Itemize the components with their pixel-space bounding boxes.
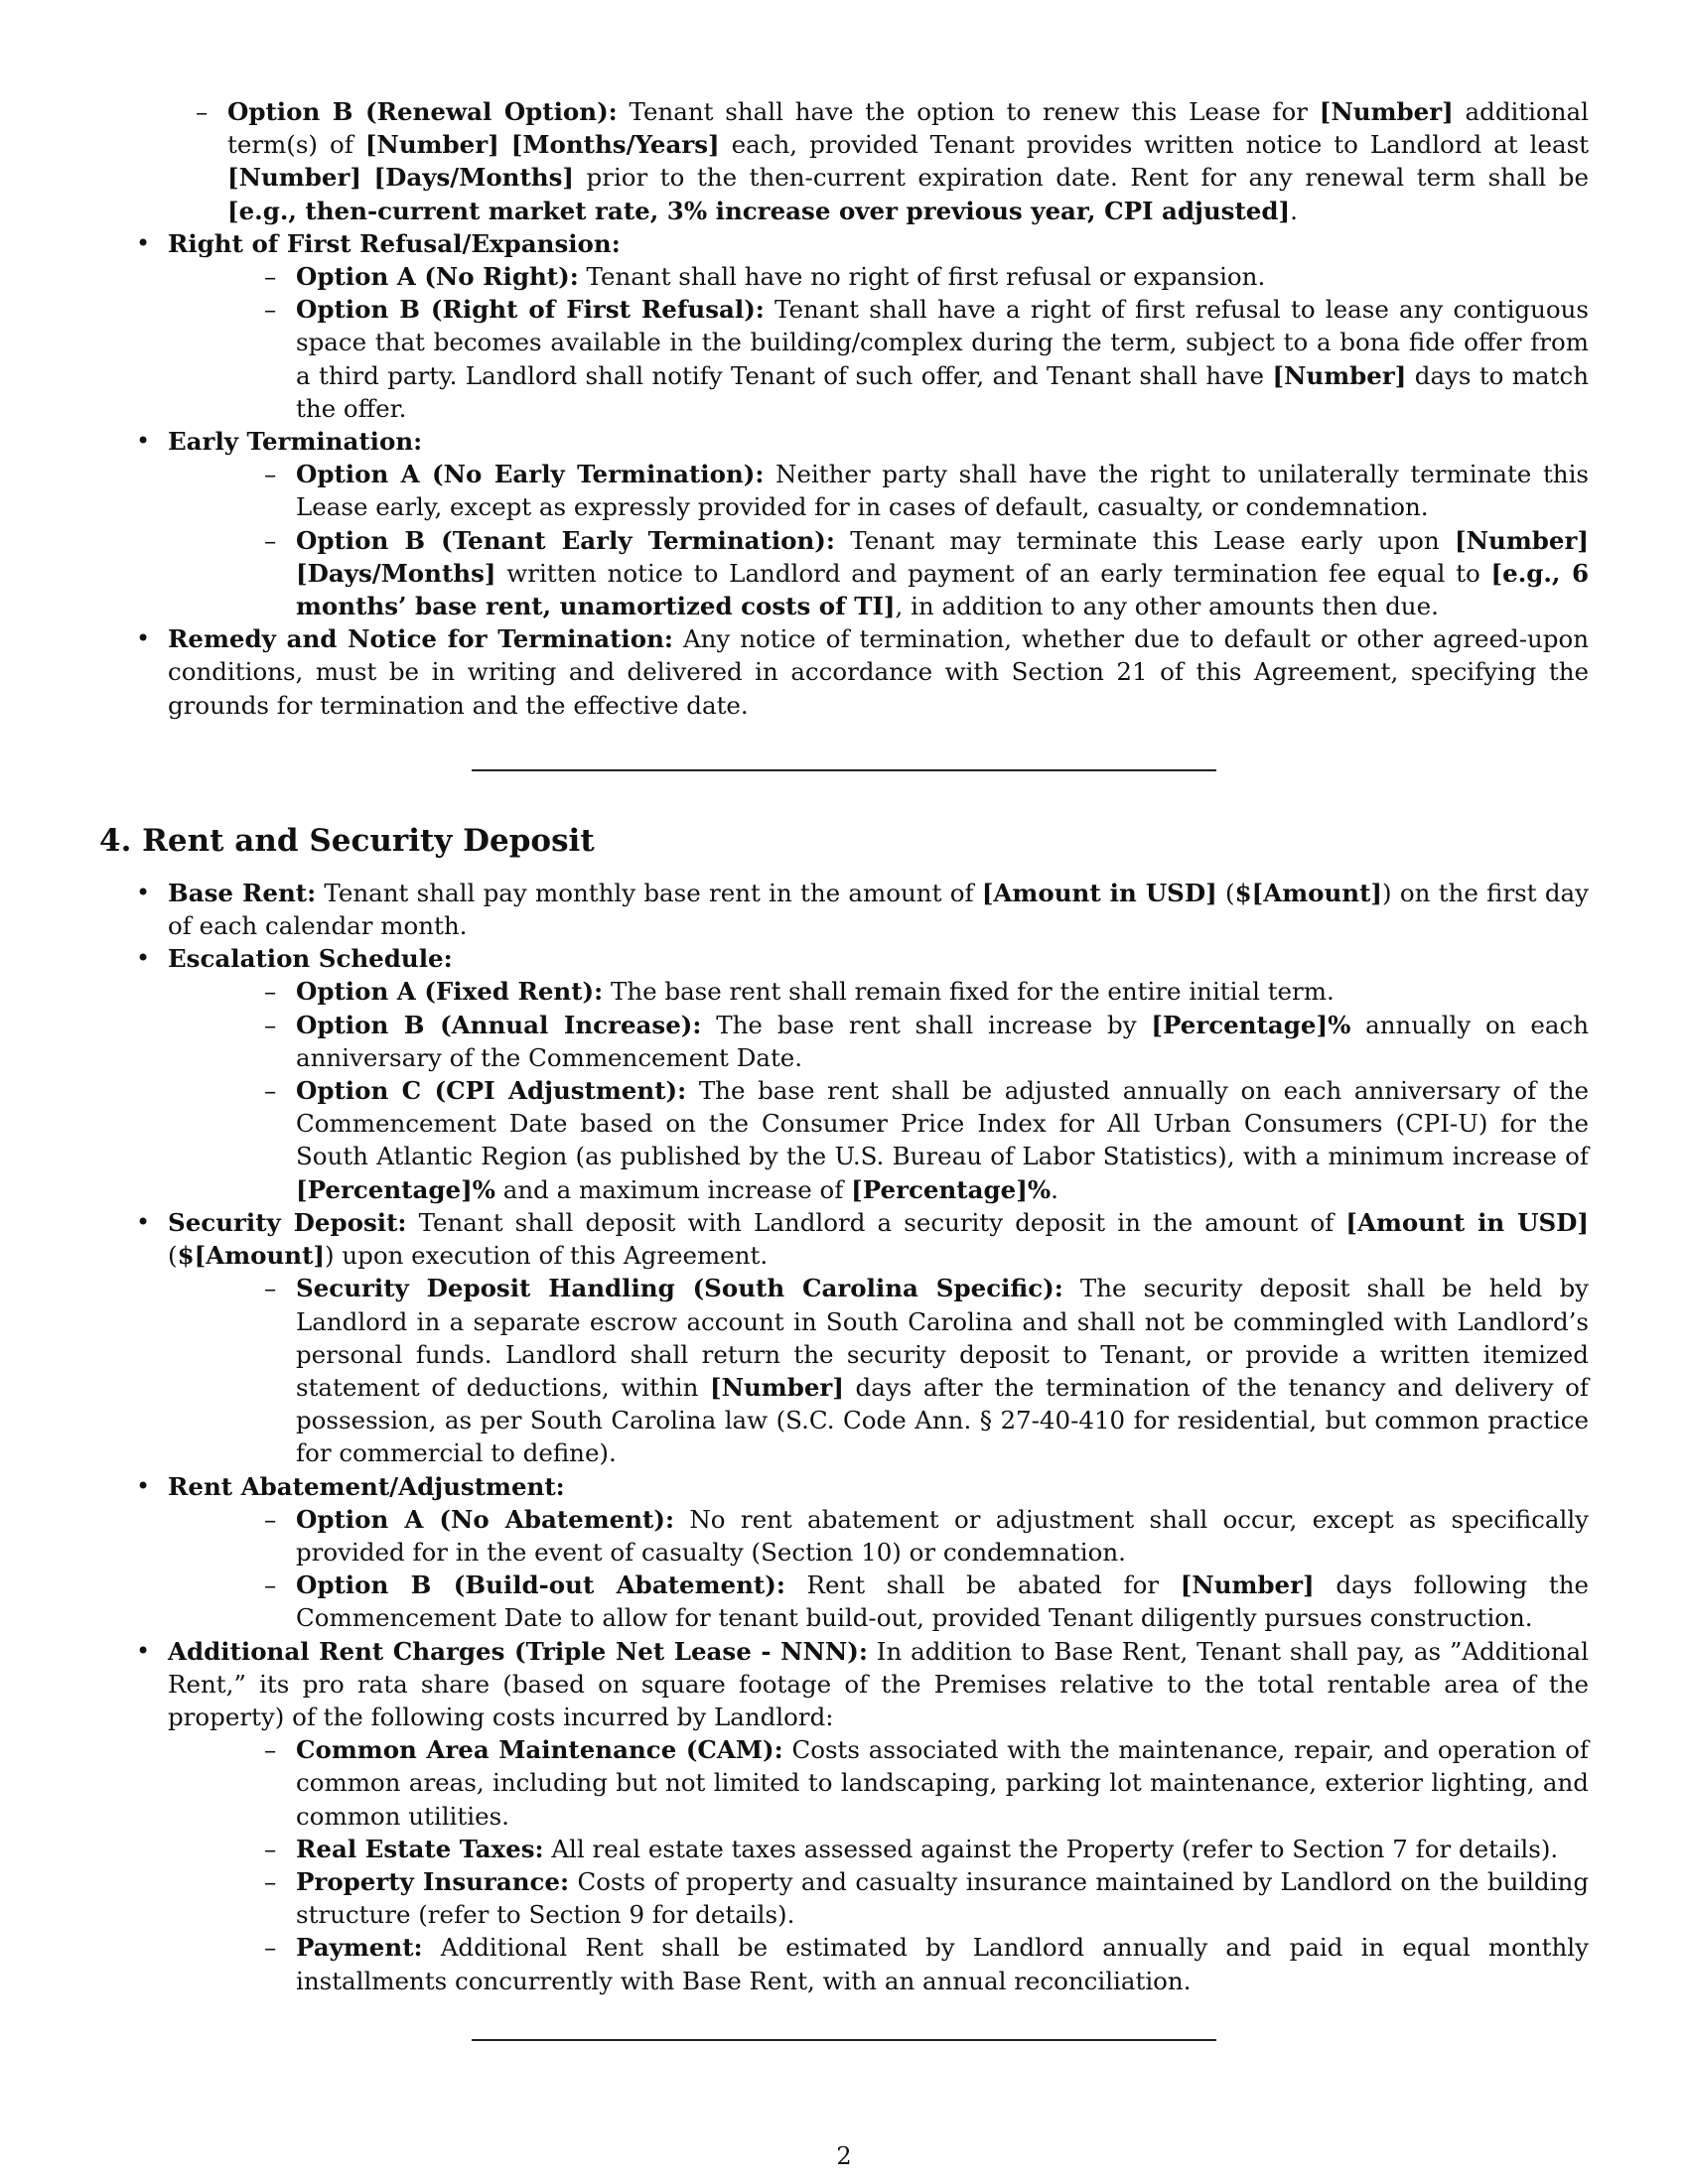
- rofr-option-a: – Option A (No Right): Tenant shall have no right of first refusal or expansion.: [168, 260, 1589, 293]
- escalation-item: • Escalation Schedule: – Option A (Fixed Rent): The base rent shall remain fixed for the entire initial term. – Option B (Annual Increase): The base rent shall increase by [Percentage]% annually on each anniversary of the Commencement Date. – Option C (CPI Adjustment): The base rent shall be adjusted annually on each anniversary of the Commencement Date based on the Consumer Price Index for All Urban Consumers (CPI-U) for the South Atlantic Region (as published by the U.S. Bureau of Labor Statistics), with a minimum increase of [Percentage]% and a maximum increase of [Percentage]%.: [99, 942, 1589, 1206]
- early-termination-option-a: – Option A (No Early Termination): Neither party shall have the right to unilaterally terminate this Lease early, except as expressly provided for in cases of default, casualty, or condemnation.: [168, 458, 1589, 523]
- abatement-item: • Rent Abatement/Adjustment: – Option A (No Abatement): No rent abatement or adjustment shall occur, except as specifically provided for in the event of casualty (Section 10) or condemnation. – Option B (Build-out Abatement): Rent shall be abated for [Number] days following the Commencement Date to allow for tenant build-out, provided Tenant diligently pursues construction.: [99, 1470, 1589, 1635]
- document-body: [99, 95, 1589, 2041]
- abatement-option-b: – Option B (Build-out Abatement): Rent shall be abated for [Number] days following the Commencement Date to allow for tenant build-out, provided Tenant diligently pursues construction.: [168, 1569, 1589, 1634]
- rofr-item: [99, 227, 1589, 425]
- renewal-continuation: [99, 95, 1589, 227]
- early-termination-option-b: – Option B (Tenant Early Termination): Tenant may terminate this Lease early upon [Number] [Days/Months] written notice to Landlord and payment of an early termination fee equal to [e.g., 6 months’ base rent, unamortized costs of TI], in addition to any other amounts then due.: [168, 524, 1589, 623]
- section-divider-bottom: [472, 2039, 1216, 2041]
- cam-item: – Common Area Maintenance (CAM): Costs associated with the maintenance, repair, and operation of common areas, including but not limited to landscaping, parking lot maintenance, exterior lighting, and common utilities.: [168, 1733, 1589, 1833]
- early-termination-item: [99, 425, 1589, 622]
- remedy-item: • Remedy and Notice for Termination: Any notice of termination, whether due to default or other agreed-upon conditions, must be in writing and delivered in accordance with Section 21 of this Agreement, specifying the grounds for termination and the effective date.: [99, 622, 1589, 722]
- real-estate-taxes-item: – Real Estate Taxes: All real estate taxes assessed against the Property (refer to Section 7 for details).: [168, 1833, 1589, 1865]
- escalation-option-c: – Option C (CPI Adjustment): The base rent shall be adjusted annually on each anniversary of the Commencement Date based on the Consumer Price Index for All Urban Consumers (CPI-U) for the South Atlantic Region (as published by the U.S. Bureau of Labor Statistics), with a minimum increase of [Percentage]% and a maximum increase of [Percentage]%.: [168, 1074, 1589, 1206]
- security-deposit-handling: – Security Deposit Handling (South Carolina Specific): The security deposit shall be held by Landlord in a separate escrow account in South Carolina and shall not be commingled with Landlord’s personal funds. Landlord shall return the security deposit to Tenant, or provide a written itemized statement of deductions, within [Number] days after the termination of the tenancy and delivery of possession, as per South Carolina law (S.C. Code Ann. § 27-40-410 for residential, but common practice for commercial to define).: [168, 1272, 1589, 1469]
- rofr-heading: Right of First Refusal/Expansion:: [168, 228, 621, 258]
- renewal-option-b: – Option B (Renewal Option): Tenant shall have the option to renew this Lease for [Number] additional term(s) of [Number] [Months/Years] each, provided Tenant provides written notice to Landlord at least [Number] [Days/Months] prior to the then-current expiration date. Rent for any renewal term shall be [e.g., then-current market rate, 3% increase over previous year, CPI adjusted].: [99, 95, 1589, 227]
- page-number: 2: [836, 2142, 852, 2170]
- payment-item: – Payment: Additional Rent shall be estimated by Landlord annually and paid in equal monthly installments concurrently with Base Rent, with an annual reconciliation.: [168, 1931, 1589, 1996]
- escalation-option-b: – Option B (Annual Increase): The base rent shall increase by [Percentage]% annually on each anniversary of the Commencement Date.: [168, 1009, 1589, 1074]
- section-4-list: [99, 877, 1589, 1997]
- section-divider: [472, 769, 1216, 771]
- base-rent-item: • Base Rent: Tenant shall pay monthly base rent in the amount of [Amount in USD] ($[Amount]) on the first day of each calendar month.: [99, 877, 1589, 942]
- abatement-option-a: – Option A (No Abatement): No rent abatement or adjustment shall occur, except as specifically provided for in the event of casualty (Section 10) or condemnation.: [168, 1503, 1589, 1569]
- property-insurance-item: – Property Insurance: Costs of property and casualty insurance maintained by Landlord on the building structure (refer to Section 9 for details).: [168, 1865, 1589, 1931]
- early-termination-heading: Early Termination:: [168, 427, 423, 457]
- security-deposit-item: • Security Deposit: Tenant shall deposit with Landlord a security deposit in the amount of [Amount in USD] ($[Amount]) upon execution of this Agreement. – Security Deposit Handling (South Carolina Specific): The security deposit shall be held by Landlord in a separate escrow account in South Carolina and shall not be commingled with Landlord’s personal funds. Landlord shall return the security deposit to Tenant, or provide a written itemized statement of deductions, within [Number] days after the termination of the tenancy and delivery of possession, as per South Carolina law (S.C. Code Ann. § 27-40-410 for residential, but common practice for commercial to define).: [99, 1206, 1589, 1470]
- escalation-option-a: – Option A (Fixed Rent): The base rent shall remain fixed for the entire initial term.: [168, 975, 1589, 1008]
- section-4-title: 4. Rent and Security Deposit: [99, 822, 595, 859]
- rofr-option-b: – Option B (Right of First Refusal): Tenant shall have a right of first refusal to lease any contiguous space that becomes available in the building/complex during the term, subject to a bona fide offer from a third party. Landlord shall notify Tenant of such offer, and Tenant shall have [Number] days to match the offer.: [168, 293, 1589, 425]
- section-3-list: [99, 95, 1589, 722]
- additional-rent-item: • Additional Rent Charges (Triple Net Lease - NNN): In addition to Base Rent, Tenant shall pay, as ”Additional Rent,” its pro rata share (based on square footage of the Premises relative to the total rentable area of the property) of the following costs incurred by Landlord: – Common Area Maintenance (CAM): Costs associated with the maintenance, repair, and operation of common areas, including but not limited to landscaping, parking lot maintenance, exterior lighting, and common utilities. – Real Estate Taxes: All real estate taxes assessed against the Property (refer to Section 7 for details). – Property Insurance: Costs of property and casualty insurance maintained by Landlord on the building structure (refer to Section 9 for details). – Payment: Additional Rent shall be estimated by Landlord annually and paid in equal monthly installments concurrently with Base Rent, with an annual reconciliation.: [99, 1635, 1589, 1997]
